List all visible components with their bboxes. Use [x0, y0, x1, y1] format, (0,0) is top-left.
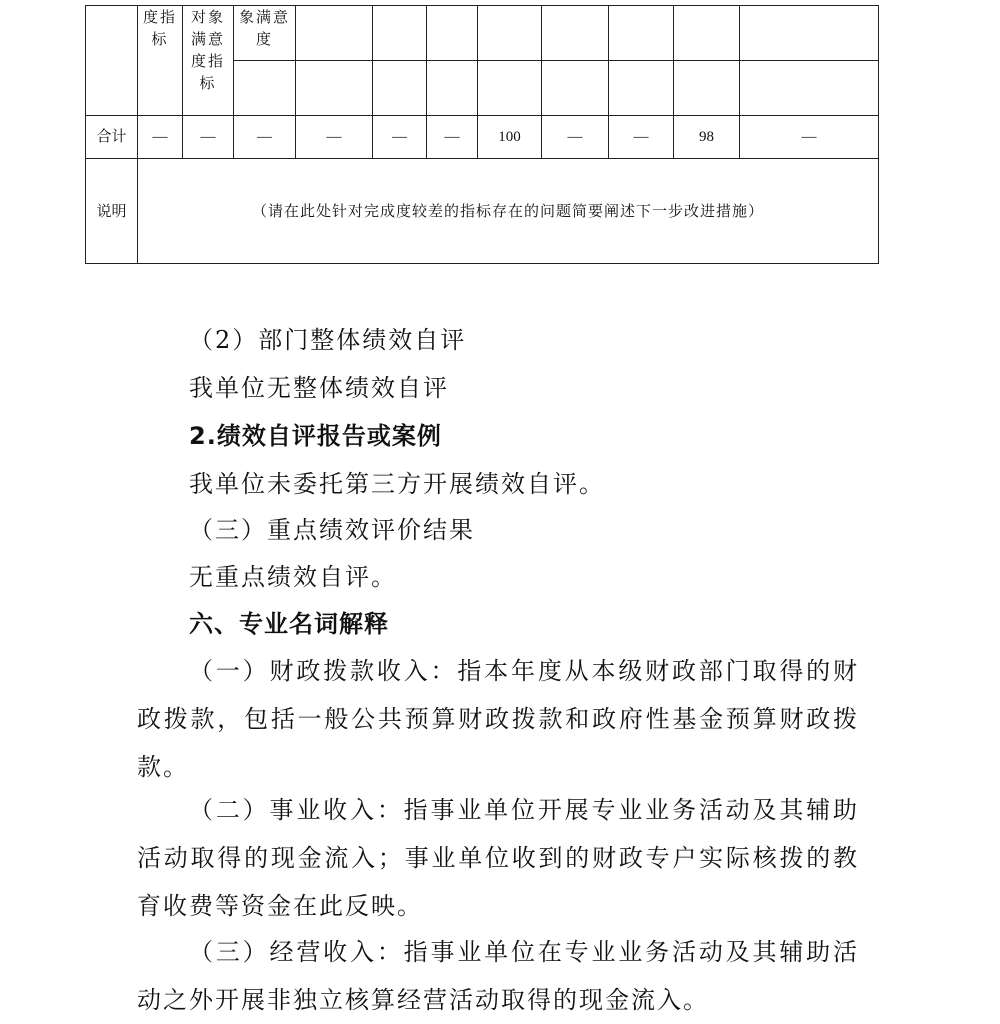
table-cell: — [542, 116, 609, 159]
table-cell: 象满意度 [234, 6, 296, 61]
table-cell [674, 61, 740, 116]
note-label: 说明 [86, 159, 138, 264]
table-cell [740, 61, 879, 116]
table-cell [674, 6, 740, 61]
note-text: （请在此处针对完成度较差的指标存在的问题简要阐述下一步改进措施） [138, 159, 879, 264]
table-cell: — [138, 116, 183, 159]
table-cell: — [234, 116, 296, 159]
table-cell: 度指标 [138, 6, 183, 116]
heading-report: 2.绩效自评报告或案例 [189, 422, 442, 450]
table-cell [427, 6, 478, 61]
paragraph-operating-income: （三）经营收入：指事业单位在专业业务活动及其辅助活动之外开展非独立核算经营活动取得的现金流入。 [137, 938, 859, 1014]
table-cell: — [427, 116, 478, 159]
table-cell: — [373, 116, 427, 159]
note-row [86, 159, 879, 264]
table-cell [609, 61, 674, 116]
table-cell [296, 61, 373, 116]
table-cell [373, 61, 427, 116]
table-cell: — [296, 116, 373, 159]
total-weight-cell: 100 [478, 116, 542, 159]
table-row [86, 6, 879, 61]
paragraph-business-income: （二）事业收入：指事业单位开展专业业务活动及其辅助活动取得的现金流入；事业单位收到的财政专户实际核拨的教育收费等资金在此反映。 [137, 796, 859, 920]
text-key-eval: 无重点绩效自评。 [189, 563, 397, 591]
heading-terms: 六、专业名词解释 [189, 610, 389, 638]
table-cell [609, 6, 674, 61]
text-dept-self-eval: 我单位无整体绩效自评 [189, 374, 449, 402]
table-cell: — [183, 116, 234, 159]
table-cell: — [740, 116, 879, 159]
table-cell [542, 61, 609, 116]
sum-label: 合计 [86, 116, 138, 159]
table-cell: — [609, 116, 674, 159]
table-cell [296, 6, 373, 61]
table-cell [740, 6, 879, 61]
text-report: 我单位未委托第三方开展绩效自评。 [189, 470, 605, 498]
table-cell [542, 6, 609, 61]
table-cell [234, 61, 296, 116]
heading-dept-self-eval: （2）部门整体绩效自评 [189, 326, 467, 354]
table-cell [373, 6, 427, 61]
table-cell: 对象满意度指标 [183, 6, 234, 116]
table-cell [427, 61, 478, 116]
table-cell [478, 6, 542, 61]
heading-key-eval: （三）重点绩效评价结果 [189, 516, 475, 544]
sum-row [86, 116, 879, 159]
table-cell [478, 61, 542, 116]
performance-table [85, 5, 879, 264]
paragraph-fiscal-income: （一）财政拨款收入：指本年度从本级财政部门取得的财政拨款，包括一般公共预算财政拨款和政府性基金预算财政拨款。 [137, 657, 859, 781]
table-cell [86, 6, 138, 116]
total-score-cell: 98 [674, 116, 740, 159]
